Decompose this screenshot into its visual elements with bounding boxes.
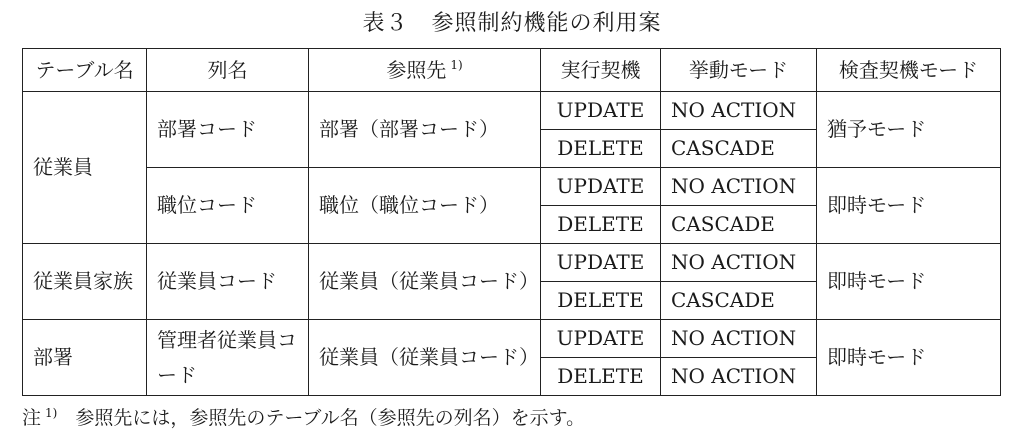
action-cell: NO ACTION [661,320,817,358]
column-name-cell: 従業員コード [147,244,309,320]
action-cell: NO ACTION [661,244,817,282]
header-trigger: 実行契機 [541,49,661,92]
reference-cell: 従業員（従業員コード） [309,244,541,320]
reference-cell: 職位（職位コード） [309,168,541,244]
footnote-mark: 1) [450,57,463,72]
trigger-cell: UPDATE [541,168,661,206]
table-row [23,244,1001,282]
table-name-cell: 従業員家族 [23,244,147,320]
header-check-mode: 検査契機モード [817,49,1001,92]
column-name-cell: 管理者従業員コード [147,320,309,396]
reference-cell: 部署（部署コード） [309,92,541,168]
table-name-cell: 従業員 [23,92,147,244]
action-cell: NO ACTION [661,358,817,396]
footnote [22,403,585,430]
header-row [23,49,1001,92]
table-row [23,168,1001,206]
table-caption: 表３ 参照制約機能の利用案 [362,11,662,36]
header-action-mode: 挙動モード [661,49,817,92]
column-name-cell: 職位コード [147,168,309,244]
trigger-cell: UPDATE [541,92,661,130]
footnote-number: 1) [45,405,58,420]
trigger-cell: DELETE [541,358,661,396]
footnote-label: 注 [22,407,42,429]
reference-cell: 従業員（従業員コード） [309,320,541,396]
trigger-cell: DELETE [541,206,661,244]
action-cell: CASCADE [661,130,817,168]
table-name-cell: 部署 [23,320,147,396]
check-mode-cell: 即時モード [817,244,1001,320]
action-cell: CASCADE [661,282,817,320]
header-reference-label: 参照先 [386,57,447,82]
reference-constraint-table [22,48,1001,396]
trigger-cell: DELETE [541,282,661,320]
header-table-name: テーブル名 [23,49,147,92]
table-row [23,320,1001,358]
check-mode-cell: 即時モード [817,320,1001,396]
trigger-cell: UPDATE [541,320,661,358]
trigger-cell: DELETE [541,130,661,168]
header-column-name: 列名 [147,49,309,92]
footnote-text: 参照先には，参照先のテーブル名（参照先の列名）を示す。 [75,407,586,429]
header-reference [309,49,541,92]
column-name-cell: 部署コード [147,92,309,168]
action-cell: NO ACTION [661,92,817,130]
action-cell: CASCADE [661,206,817,244]
trigger-cell: UPDATE [541,244,661,282]
action-cell: NO ACTION [661,168,817,206]
table-row [23,92,1001,130]
check-mode-cell: 猶予モード [817,92,1001,168]
check-mode-cell: 即時モード [817,168,1001,244]
